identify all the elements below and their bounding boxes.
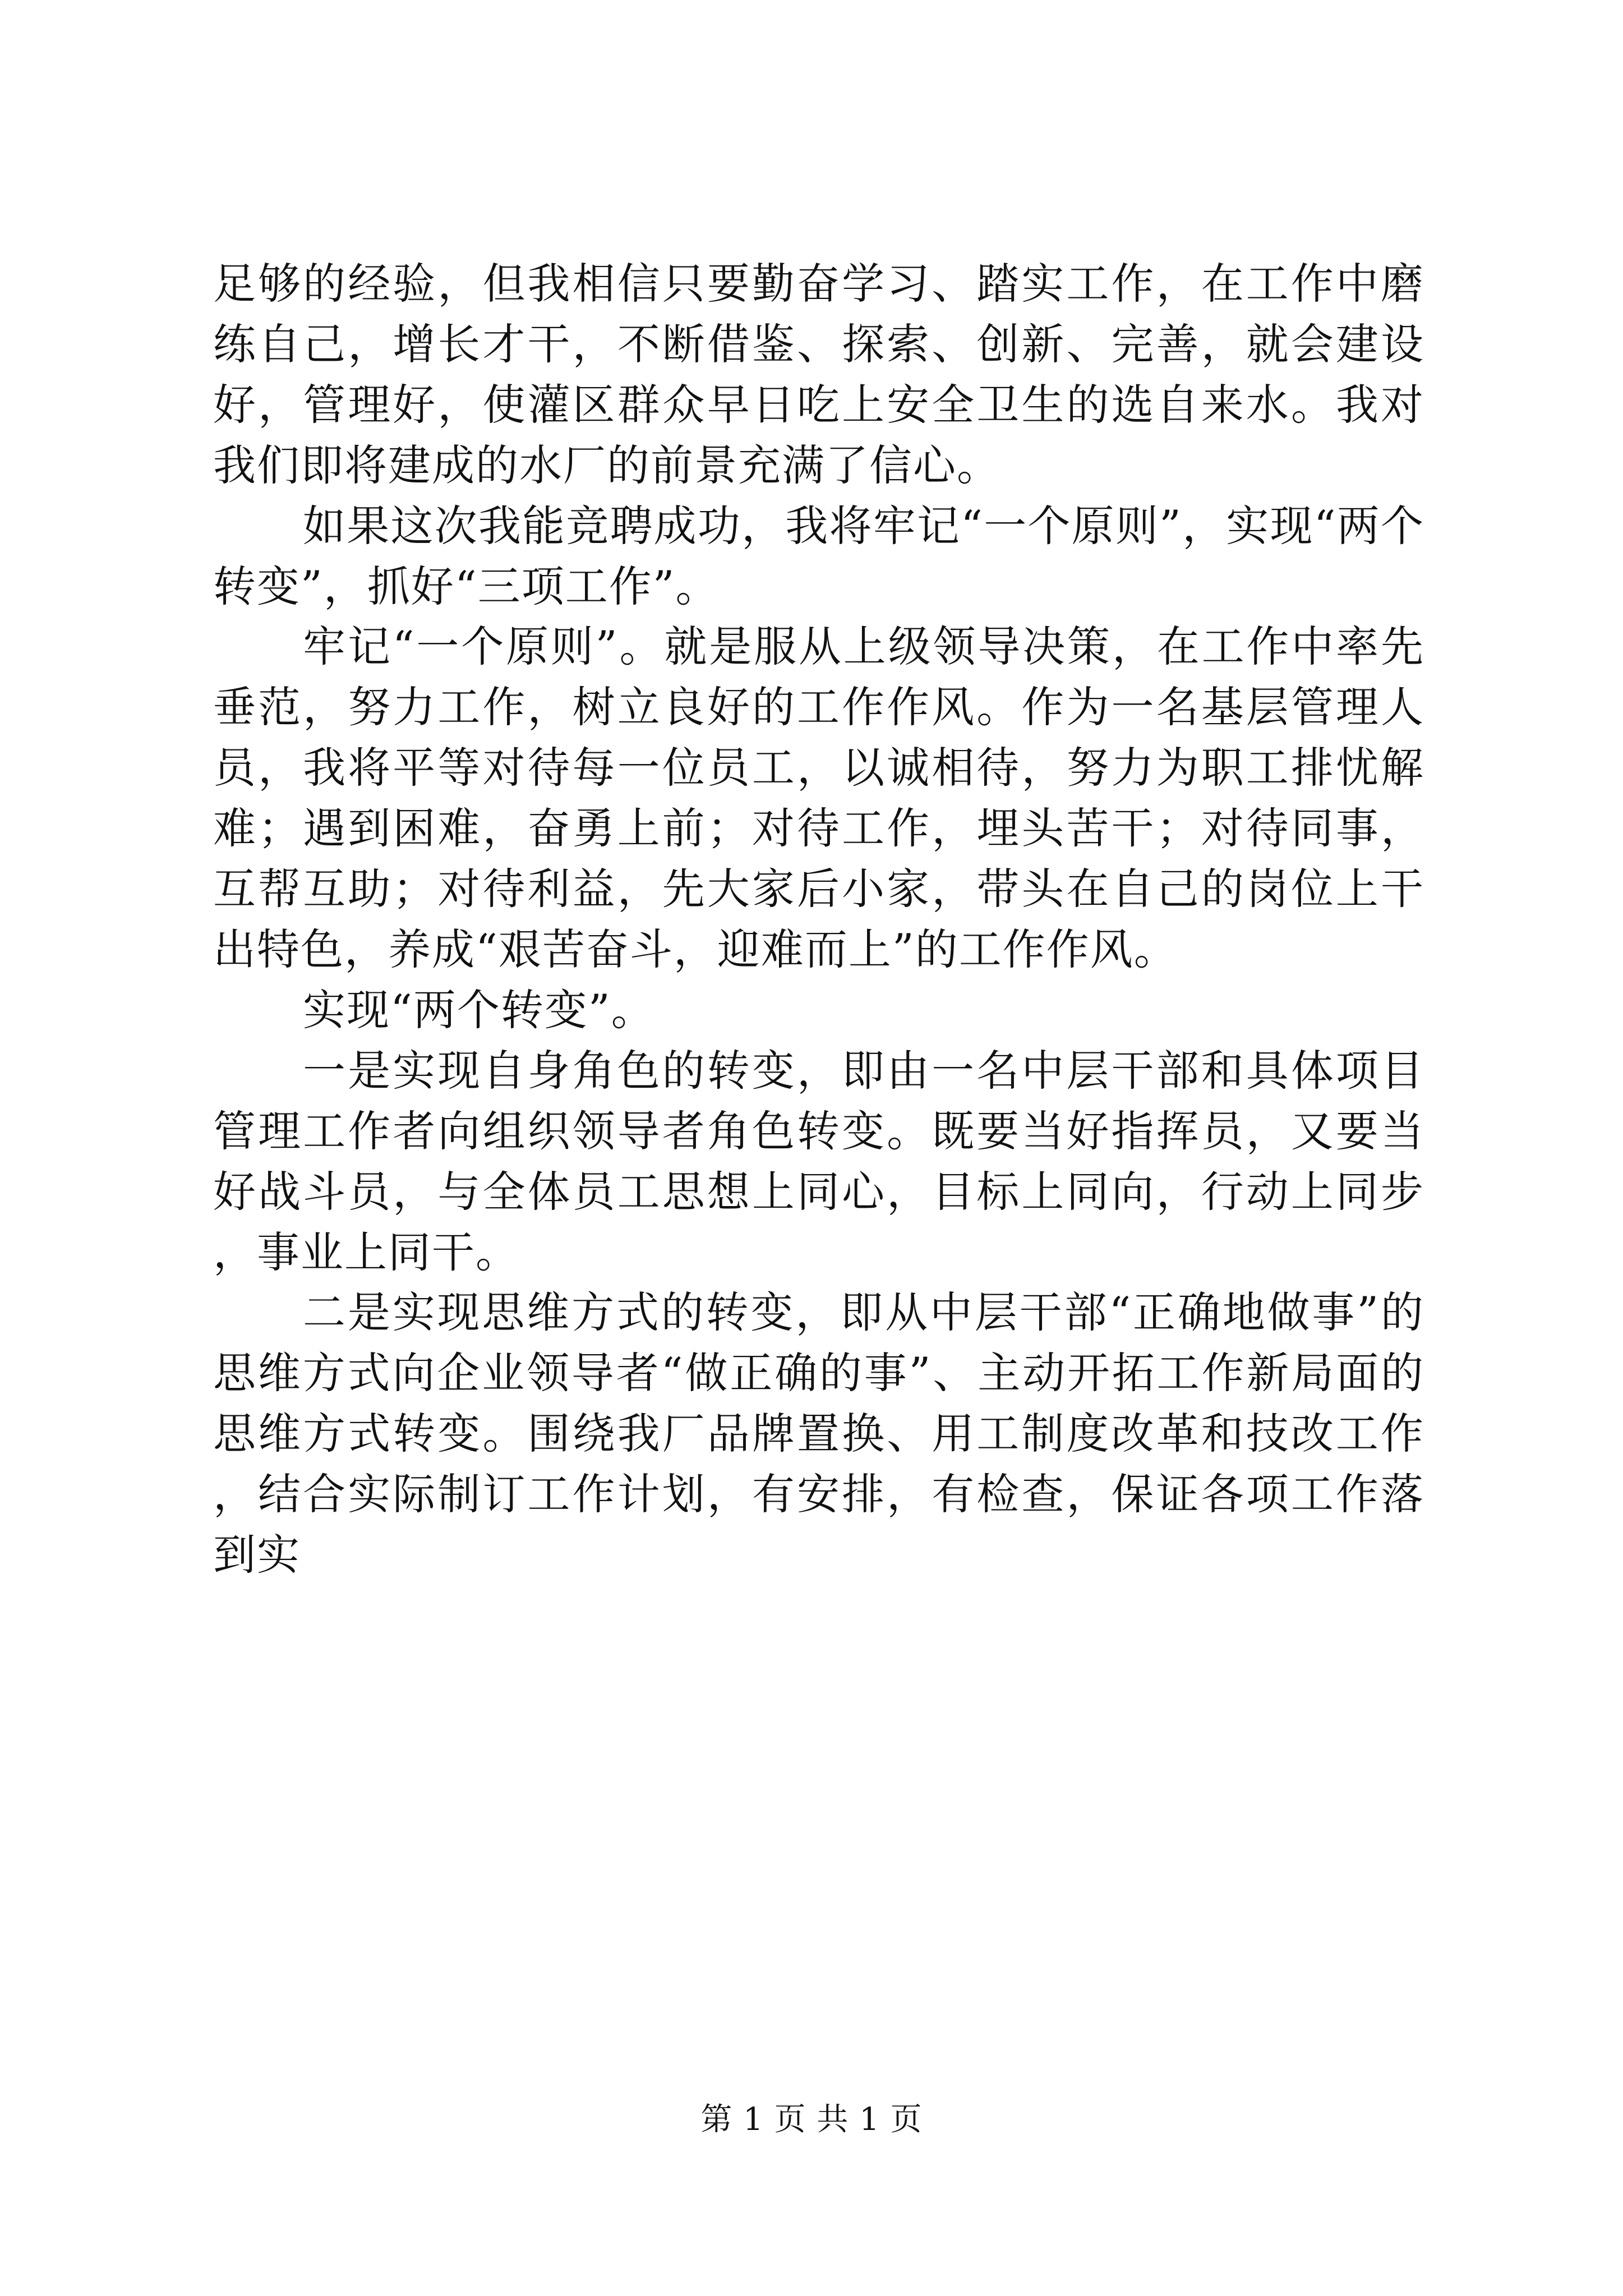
paragraph-continuation: 足够的经验，但我相信只要勤奋学习、踏实工作，在工作中磨练自己，增长才干，不断借鉴、探索、创新、完善，就会建设好，管理好，使灌区群众早日吃上安全卫生的选自来水。我对我们即将建成的水厂的前景充满了信心。	[213, 259, 1424, 490]
page-number-label: 第 1 页 共 1 页	[700, 2101, 923, 2138]
document-body	[213, 254, 1424, 1585]
paragraph-role-transformation: 一是实现自身角色的转变，即由一名中层干部和具体项目管理工作者向组织领导者角色转变。既要当好指挥员，又要当好战斗员，与全体员工思想上同心，目标上同向，行动上同步，事业上同干。	[213, 1045, 1424, 1277]
paragraph-two-transformations-heading: 实现“两个转变”。	[303, 984, 655, 1035]
paragraph-competition-pledge: 如果这次我能竞聘成功，我将牢记“一个原则”，实现“两个转变”，抓好“三项工作”。	[213, 500, 1424, 611]
page-footer	[0, 2101, 1623, 2138]
paragraph-one-principle: 牢记“一个原则”。就是服从上级领导决策，在工作中率先垂范，努力工作，树立良好的工作作风。作为一名基层管理人员，我将平等对待每一位员工，以诚相待，努力为职工排忧解难；遇到困难，奋勇上前；对待工作，埋头苦干；对待同事，互帮互助；对待利益，先大家后小家，带头在自己的岗位上干出特色，养成“艰苦奋斗，迎难而上”的工作作风。	[213, 622, 1424, 974]
paragraph-thinking-transformation: 二是实现思维方式的转变，即从中层干部“正确地做事”的思维方式向企业领导者“做正确的事”、主动开拓工作新局面的思维方式转变。围绕我厂品牌置换、用工制度改革和技改工作，结合实际制订工作计划，有安排，有检查，保证各项工作落到实	[213, 1287, 1424, 1580]
